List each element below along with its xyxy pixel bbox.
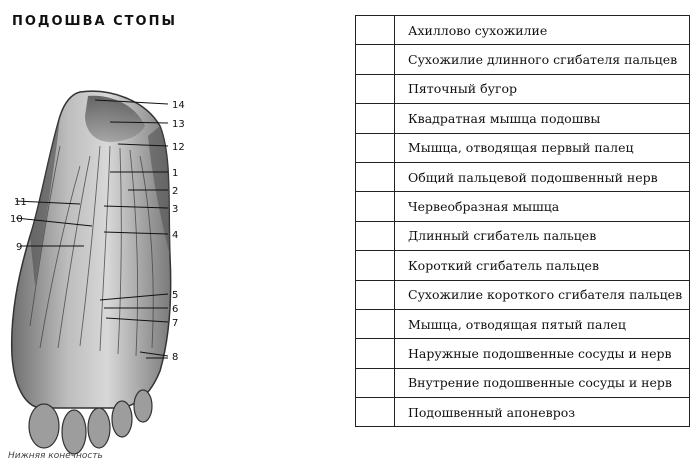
answer-number-cell[interactable] [356, 251, 395, 280]
callout-4: 4 [172, 230, 179, 241]
foot-sole-drawing [0, 86, 200, 463]
table-row [356, 221, 690, 250]
callout-13: 13 [172, 119, 185, 130]
callout-2: 2 [172, 186, 179, 197]
callout-10: 10 [10, 214, 23, 225]
term-cell: Внутрение подошвенные сосуды и нерв [395, 368, 690, 397]
answer-number-cell[interactable] [356, 398, 395, 427]
answer-number-cell[interactable] [356, 162, 395, 191]
table-row [356, 74, 690, 103]
callout-11: 11 [14, 197, 27, 208]
callout-6: 6 [172, 304, 179, 315]
table-row [356, 192, 690, 221]
page-title: ПОДОШВА СТОПЫ [12, 14, 177, 29]
table-row [356, 251, 690, 280]
callout-1: 1 [172, 168, 179, 179]
answer-number-cell[interactable] [356, 133, 395, 162]
callout-3: 3 [172, 204, 179, 215]
answer-number-cell[interactable] [356, 339, 395, 368]
table-row [356, 162, 690, 191]
term-cell: Наружные подошвенные сосуды и нерв [395, 339, 690, 368]
answer-number-cell[interactable] [356, 74, 395, 103]
answer-number-cell[interactable] [356, 192, 395, 221]
table-row [356, 339, 690, 368]
term-cell: Мышца, отводящая пятый палец [395, 309, 690, 338]
term-cell: Короткий сгибатель пальцев [395, 251, 690, 280]
figure-caption: Нижняя конечность [8, 451, 103, 461]
term-cell: Подошвенный апоневроз [395, 398, 690, 427]
terms-table [355, 15, 690, 427]
callout-9: 9 [16, 242, 23, 253]
term-cell: Длинный сгибатель пальцев [395, 221, 690, 250]
term-cell: Квадратная мышца подошвы [395, 104, 690, 133]
callout-14: 14 [172, 100, 185, 111]
table-row [356, 309, 690, 338]
term-cell: Ахиллово сухожилие [395, 16, 690, 45]
answer-number-cell[interactable] [356, 221, 395, 250]
table-row [356, 16, 690, 45]
term-cell: Сухожилие короткого сгибателя пальцев [395, 280, 690, 309]
callout-7: 7 [172, 318, 179, 329]
term-cell: Сухожилие длинного сгибателя пальцев [395, 45, 690, 74]
callout-12: 12 [172, 142, 185, 153]
table-row [356, 133, 690, 162]
answer-number-cell[interactable] [356, 309, 395, 338]
table-row [356, 368, 690, 397]
answer-number-cell[interactable] [356, 368, 395, 397]
answer-number-cell[interactable] [356, 104, 395, 133]
foot-sole-illustration [0, 86, 200, 463]
term-cell: Пяточный бугор [395, 74, 690, 103]
callout-5: 5 [172, 290, 179, 301]
table-row [356, 398, 690, 427]
term-cell: Мышца, отводящая первый палец [395, 133, 690, 162]
answer-number-cell[interactable] [356, 16, 395, 45]
table-row [356, 280, 690, 309]
answer-number-cell[interactable] [356, 45, 395, 74]
callout-8: 8 [172, 352, 179, 363]
answer-number-cell[interactable] [356, 280, 395, 309]
term-cell: Общий пальцевой подошвенный нерв [395, 162, 690, 191]
table-row [356, 45, 690, 74]
table-row [356, 104, 690, 133]
term-cell: Червеобразная мышца [395, 192, 690, 221]
